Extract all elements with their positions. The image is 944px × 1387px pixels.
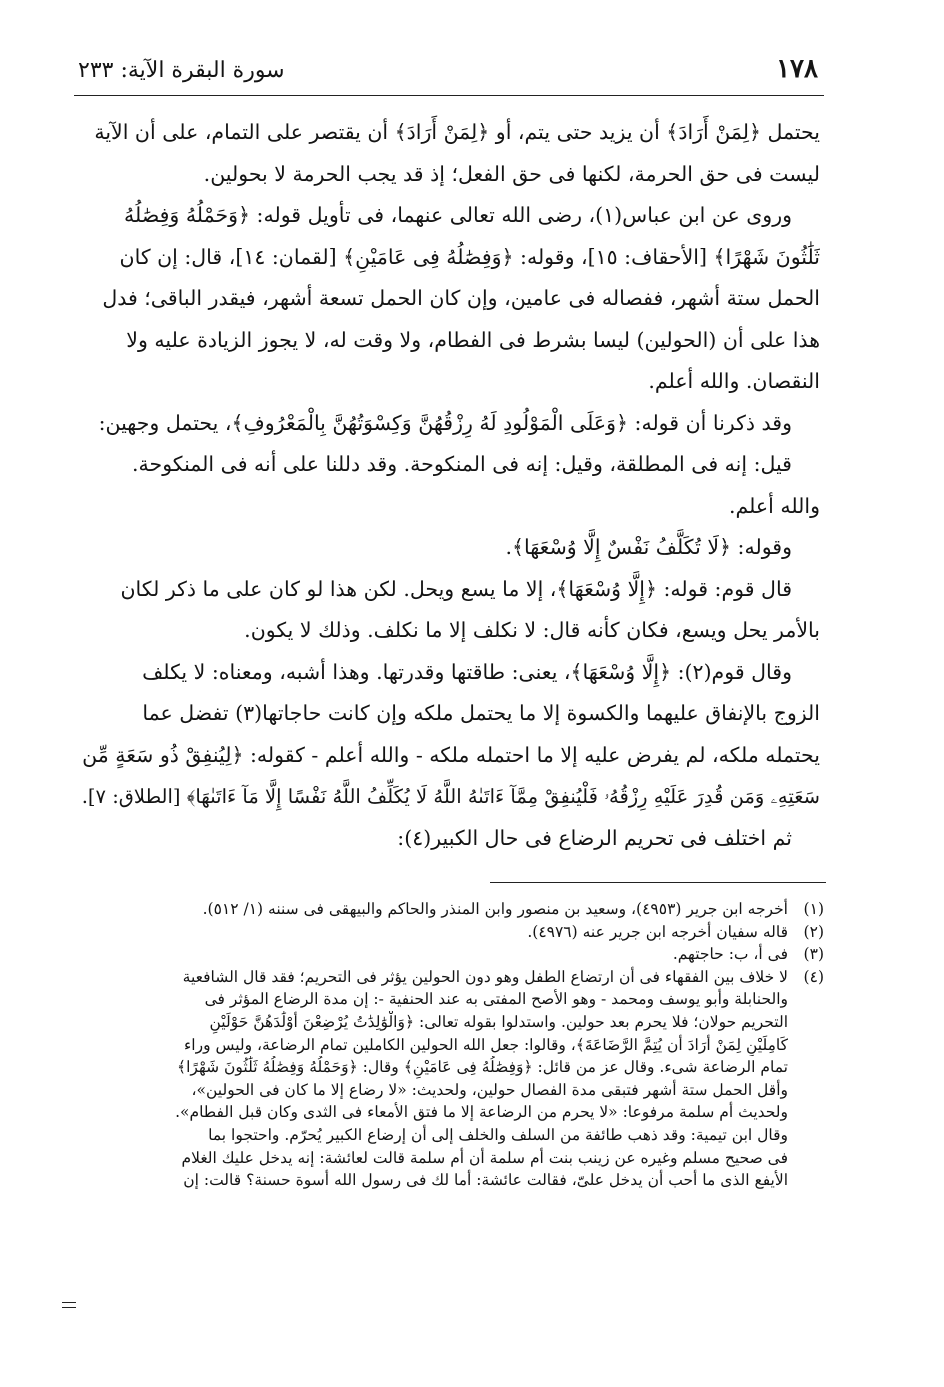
footnote-line (62, 943, 824, 966)
footnote-line (62, 1124, 824, 1147)
text-line: وقد ذكرنا أن قوله: ﴿وَعَلَى الْمَوْلُودِ لَهُ رِزْقُهُنَّ وَكِسْوَتُهُنَّ بِالْمَعْرُوفِ﴾، يحتمل وجهين: (98, 410, 792, 435)
footnotes (62, 898, 824, 1192)
footnote-line (62, 1011, 824, 1034)
page-number: ١٧٨ (776, 54, 818, 84)
footnote-text: كَامِلَيْنِ لِمَنْ أَرَادَ أَن يُتِمَّ الرَّضَاعَةَ﴾، وقالوا: جعل الله الحولين الكاملين تمام الرضاعة، وليس وراء (183, 1035, 788, 1054)
footnote-text: التحريم حولان؛ فلا يحرم بعد حولين. واستدلوا بقوله تعالى: ﴿وَالْوَٰلِدَٰتُ يُرْضِعْنَ أَوْلَٰدَهُنَّ حَوْلَيْنِ (209, 1012, 788, 1031)
main-text (76, 112, 820, 859)
footnote-text: تمام الرضاعة شىء. وقال عز من قائل: ﴿وَفِصَٰلُهُ فِى عَامَيْنِ﴾ وقال: ﴿وَحَمْلُهُ وَفِصَٰلُهُ ثَلَٰثُونَ شَهْرًا﴾ (177, 1058, 788, 1077)
header-rule (74, 95, 824, 96)
footnote-text: والحنابلة وأبو يوسف ومحمد - وهو الأصح المفتى به عند الحنفية -: إن مدة الرضاع المؤثر فى (204, 990, 788, 1009)
footnote-line (62, 1056, 824, 1079)
text-line: سَعَتِهِۦ وَمَن قُدِرَ عَلَيْهِ رِزْقُهُۥ فَلْيُنفِقْ مِمَّآ ءَاتَىٰهُ اللَّهُ لَا يُكَلِّفُ اللَّهُ نَفْسًا إِلَّا مَآ ءَاتَىٰهَا﴾ [الطلاق: ٧]. (81, 785, 820, 808)
page-header (74, 52, 822, 92)
text-line: النقصان. والله أعلم. (648, 369, 820, 393)
footnote-text: فى أ، ب: حاجتهم. (672, 945, 788, 964)
text-line: وقال قوم(٢): ﴿إِلَّا وُسْعَهَا﴾، يعنى: طاقتها وقدرتها. وهذا أشبه، ومعناه: لا يكلف (142, 659, 792, 684)
footnote-text: الأيفع الذى ما أحب أن يدخل علىّ، فقالت عائشة: أما لك فى رسول الله أسوة حسنة؟ قالت: إن (183, 1171, 788, 1190)
footnote-text: فى صحيح مسلم وغيره عن زينب بنت أم سلمة أن أم سلمة قالت لعائشة: إنه يدخل عليك الغلام (181, 1148, 788, 1167)
footnote-number: (٢) (803, 922, 824, 941)
text-line: والله أعلم. (728, 493, 820, 518)
running-title: سورة البقرة الآية: ٢٣٣ (78, 58, 285, 83)
text-line: الزوج بالإنفاق عليهما والكسوة إلا ما يحتمل ملكه وإن كانت حاجاتها(٣) تفضل عما (142, 701, 820, 725)
footnote-text: قاله سفيان أخرجه ابن جرير عنه (٤٩٧٦). (527, 922, 788, 941)
text-line: قيل: إنه فى المطلقة، وقيل: إنه فى المنكوحة. وقد دللنا على أنه فى المنكوحة. (132, 452, 792, 476)
text-line: ثَلَٰثُونَ شَهْرًا﴾ [الأحقاف: ١٥]، وقوله: ﴿وَفِصَٰلُهُ فِى عَامَيْنِ﴾ [لقمان: ١٤]، قال: إن كان (119, 244, 820, 269)
text-line: وقوله: ﴿لَا تُكَلَّفُ نَفْسٌ إِلَّا وُسْعَهَا﴾. (505, 535, 792, 559)
footnote-separator (490, 882, 826, 883)
footnote-number: (٤) (803, 967, 824, 986)
footnote-number: (١) (803, 900, 824, 918)
footnote-line (62, 1101, 824, 1124)
footnote-line (62, 1169, 824, 1192)
footnote-line (62, 921, 824, 944)
text-line: الحمل ستة أشهر، ففصاله فى عامين، وإن كان الحمل تسعة أشهر، فيقدر الباقى؛ فدل (102, 286, 820, 310)
footnote-line (62, 966, 824, 989)
footnote-line (62, 1147, 824, 1170)
page-mark (62, 1302, 76, 1308)
footnote-line (62, 1034, 824, 1057)
footnote-line (62, 898, 824, 921)
text-line: قال قوم: قوله: ﴿إِلَّا وُسْعَهَا﴾، إلا ما يسع ويحل. لكن هذا لو كان على ما ذكر لكان (120, 576, 792, 601)
footnote-text: لا خلاف بين الفقهاء فى أن ارتضاع الطفل وهو دون الحولين يؤثر فى التحريم؛ فقد قال الشافعية (182, 967, 788, 986)
footnote-text: وأقل الحمل ستة أشهر فتبقى مدة الفصال حولين، ولحديث: «لا رضاع إلا ما كان فى الحولين»، (191, 1080, 788, 1099)
footnote-line (62, 988, 824, 1011)
text-line: يحتمل ﴿لِمَنْ أَرَادَ﴾ أن يزيد حتى يتم، أو ﴿لِمَنْ أَرَادَ﴾ أن يقتصر على التمام، على أن الآية (94, 120, 820, 144)
footnote-text: ولحديث أم سلمة مرفوعا: «لا يحرم من الرضاعة إلا ما فتق الأمعاء فى الثدى وكان قبل الفطام». (175, 1103, 788, 1122)
footnote-text: وقال ابن تيمية: وقد ذهب طائفة من السلف والخلف إلى أن إرضاع الكبير يُحرّم. واحتجوا بما (208, 1125, 788, 1144)
text-line: وروى عن ابن عباس(١)، رضى الله تعالى عنهما، فى تأويل قوله: ﴿وَحَمْلُهُ وَفِصَٰلُهُ (124, 203, 792, 227)
text-line: بالأمر يحل ويسع، فكان كأنه قال: لا نكلف إلا ما نكلف. وذلك لا يكون. (244, 618, 820, 642)
footnote-number: (٣) (803, 945, 824, 964)
text-line: ثم اختلف فى تحريم الرضاع فى حال الكبير(٤): (397, 825, 792, 850)
text-line: هذا على أن (الحولين) ليسا بشرط فى الفطام، ولا وقت له، لا يجوز الزيادة عليه ولا (126, 327, 820, 352)
footnote-line (62, 1079, 824, 1102)
text-line: ليست فى حق الحرمة، لكنها فى حق الفعل؛ إذ قد يجب الحرمة لا بحولين. (203, 161, 820, 186)
text-line: يحتمله ملكه، لم يفرض عليه إلا ما احتمله ملكه - والله أعلم - كقوله: ﴿لِيُنفِقْ ذُو سَعَةٍ مِّن (82, 742, 820, 767)
footnote-text: أخرجه ابن جرير (٤٩٥٣)، وسعيد بن منصور وابن المنذر والحاكم والبيهقى فى سننه (١/ ٥١٢). (202, 900, 788, 918)
